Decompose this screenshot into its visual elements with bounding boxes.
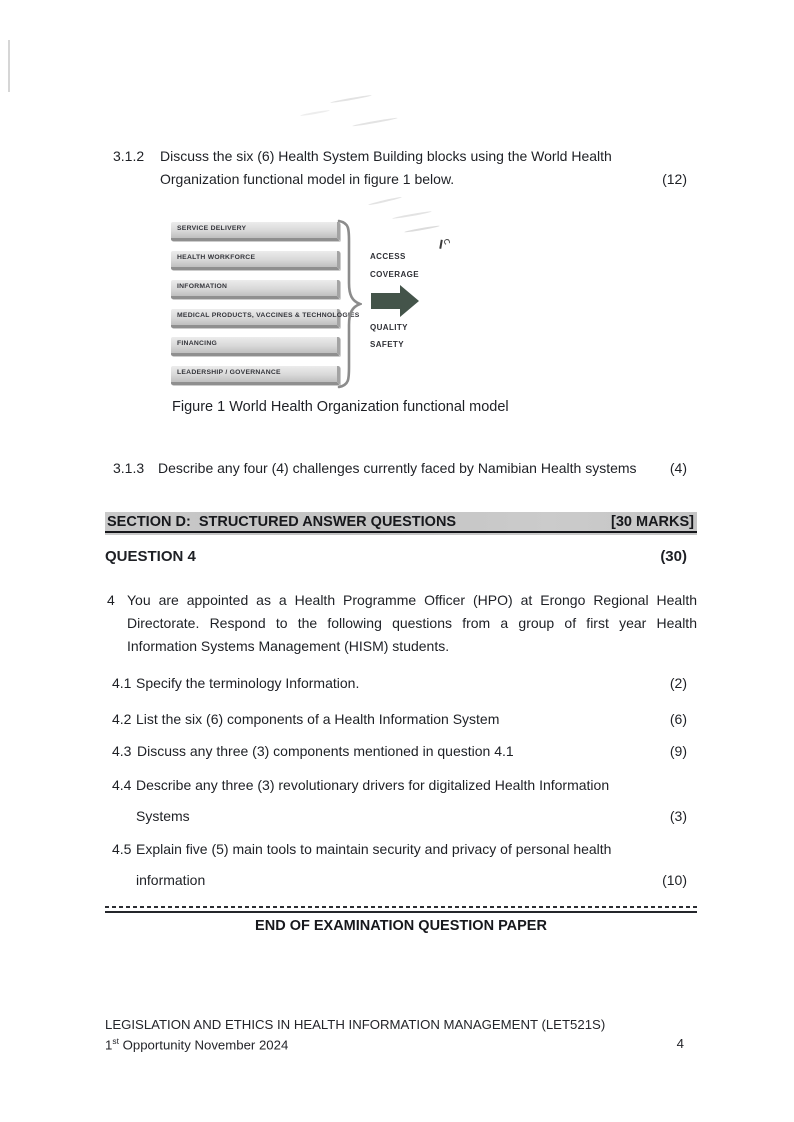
building-block-label: FINANCING (177, 340, 218, 347)
scan-artifact-smudge (404, 225, 440, 233)
footer-page-number: 4 (676, 1036, 684, 1051)
question4-intro-line3: Information Systems Management (HISM) students. (127, 638, 450, 654)
figure-caption: Figure 1 World Health Organization functional model (172, 399, 509, 415)
building-block-bar (171, 366, 340, 385)
footer-course-title: LEGISLATION AND ETHICS IN HEALTH INFORMATION MANAGEMENT (LET521S) (105, 1017, 606, 1032)
scan-artifact-edge (8, 40, 10, 92)
q44-marks: (3) (669, 808, 687, 824)
brace-graphic (336, 219, 362, 389)
section-d-marks: [30 MARKS] (611, 514, 694, 530)
scan-artifact-smudge (330, 94, 372, 103)
footer-opportunity-number: 1 (105, 1037, 113, 1053)
building-block-label: INFORMATION (177, 283, 228, 290)
question4-intro-line2: Directorate. Respond to the following questions from a group of first year Health (127, 615, 697, 631)
q41-marks: (2) (669, 675, 687, 691)
q43-number: 4.3 (112, 743, 132, 759)
q45-text-line1: Explain five (5) main tools to maintain security and privacy of personal health (136, 841, 612, 857)
q42-marks: (6) (669, 711, 687, 727)
q44-text-line2: Systems (136, 808, 190, 824)
section-underline (105, 531, 697, 533)
q41-text: Specify the terminology Information. (136, 675, 360, 691)
q41-number: 4.1 (112, 675, 132, 691)
footer-opportunity-ordinal: st (112, 1036, 119, 1046)
q43-marks: (9) (669, 743, 687, 759)
outcome-label-quality: QUALITY (370, 323, 408, 332)
section-d-title: SECTION D: STRUCTURED ANSWER QUESTIONS (107, 514, 457, 530)
outcome-label-safety: SAFETY (370, 340, 404, 349)
footer-opportunity-text: Opportunity November 2024 (118, 1037, 289, 1053)
q45-text-line2: information (136, 872, 206, 888)
building-block-bar (171, 251, 340, 270)
arrow-icon (371, 293, 400, 309)
building-block-bar (171, 309, 360, 328)
q44-text-line1: Describe any three (3) revolutionary drivers for digitalized Health Information (136, 777, 610, 793)
question4-heading: QUESTION 4 (105, 548, 196, 565)
scan-artifact-smudge (300, 109, 330, 116)
arrow-icon (400, 285, 419, 317)
q313-number: 3.1.3 (113, 460, 145, 476)
building-block-label: SERVICE DELIVERY (177, 225, 247, 232)
building-block-bar (171, 280, 340, 299)
footer-opportunity (105, 1036, 288, 1052)
question4-intro-number: 4 (107, 592, 115, 608)
end-of-paper-label: END OF EXAMINATION QUESTION PAPER (255, 918, 547, 934)
q313-marks: (4) (669, 460, 687, 476)
building-block-label: HEALTH WORKFORCE (177, 254, 256, 261)
q312-text-line2: Organization functional model in figure 1 below. (160, 171, 455, 187)
building-block-bar (171, 222, 340, 241)
section-d-header (105, 512, 697, 535)
building-block-label: LEADERSHIP / GOVERNANCE (177, 369, 281, 376)
q44-number: 4.4 (112, 777, 132, 793)
question4-marks: (30) (660, 548, 687, 565)
q312-marks: (12) (662, 171, 687, 187)
building-block-bar (171, 337, 340, 356)
building-block-label: MEDICAL PRODUCTS, VACCINES & TECHNOLOGIES (177, 312, 360, 319)
q42-number: 4.2 (112, 711, 132, 727)
q312-number: 3.1.2 (113, 148, 145, 164)
outcome-label-coverage: COVERAGE (370, 270, 419, 279)
q45-marks: (10) (662, 872, 687, 888)
question4-intro-line1: You are appointed as a Health Programme Officer (HPO) at Erongo Regional Health (127, 592, 697, 608)
q43-text: Discuss any three (3) components mentioned in question 4.1 (137, 743, 514, 759)
scan-artifact-smudge (352, 117, 398, 127)
scan-artifact-smudge (368, 196, 402, 206)
q313-text: Describe any four (4) challenges currently faced by Namibian Health systems (158, 460, 637, 476)
scan-artifact-smudge (392, 211, 432, 220)
q42-text: List the six (6) components of a Health Information System (136, 711, 500, 727)
q312-text-line1: Discuss the six (6) Health System Building blocks using the World Health (160, 148, 612, 164)
outcome-label-access: ACCESS (370, 252, 406, 261)
dashed-divider (105, 906, 697, 908)
solid-divider (105, 911, 697, 913)
q45-number: 4.5 (112, 841, 132, 857)
scan-artifact-pen-mark (443, 238, 451, 246)
